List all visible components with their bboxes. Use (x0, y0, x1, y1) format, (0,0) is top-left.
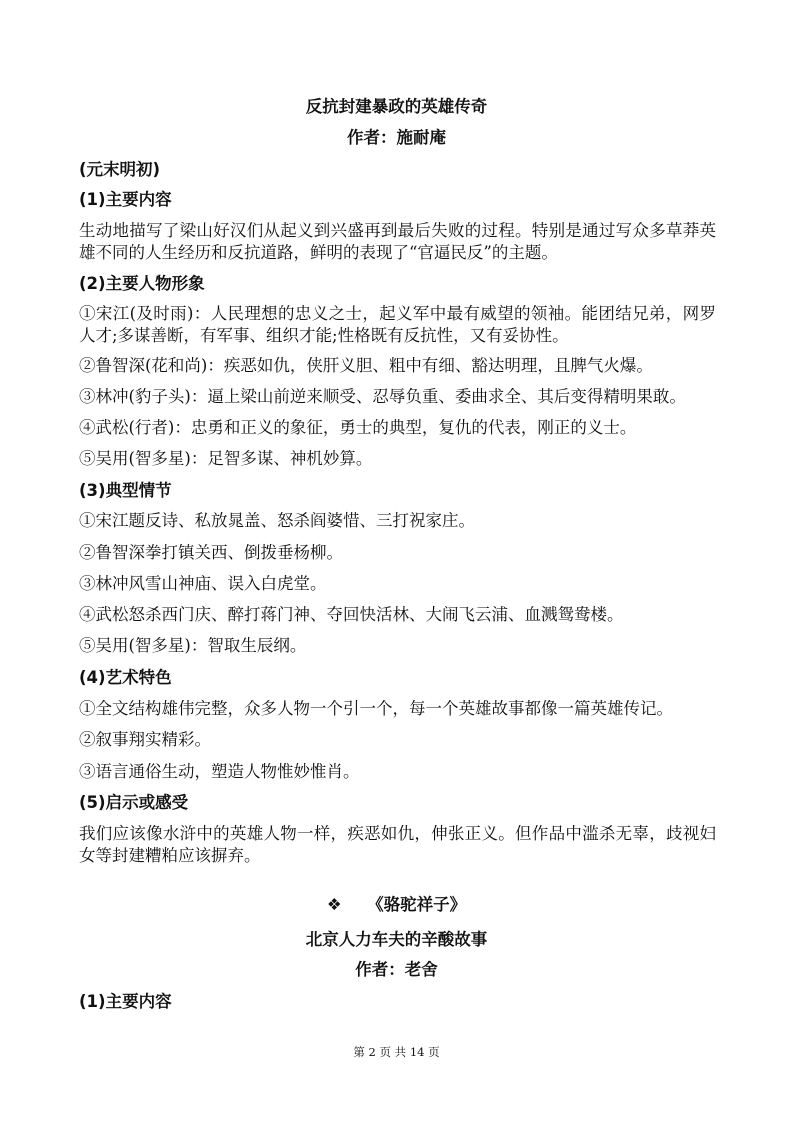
heading-insight: (5)启示或感受 (79, 793, 189, 812)
plot-item: ①宋江题反诗、私放晁盖、怒杀阎婆惜、三打祝家庄。 (79, 511, 475, 530)
feature-item: ①全文结构雄伟完整，众多人物一个引一个，每一个英雄故事都像一篇英雄传记。 (79, 699, 673, 718)
plot-item: ③林冲风雪山神庙、误入白虎堂。 (79, 574, 327, 593)
feature-item: ③语言通俗生动，塑造人物惟妙惟肖。 (79, 762, 360, 781)
plot-item: ⑤吴用(智多星)：智取生辰纲。 (79, 636, 307, 655)
heading-plots: (3)典型情节 (79, 481, 172, 500)
page-footer: 第 2 页 共 14 页 (353, 1045, 440, 1059)
book-title: 《骆驼祥子》 (367, 895, 467, 914)
feature-item: ②叙事翔实精彩。 (79, 730, 211, 749)
author: 作者：老舍 (355, 960, 438, 979)
insight-paragraph: 我们应该像水浒中的英雄人物一样，疾恶如仇，伸张正义。但作品中滥杀无辜，歧视妇女等封建糟粕应该摒弃。 (79, 824, 716, 865)
plot-item: ④武松怒杀西门庆、醉打蒋门神、夺回快活林、大闹飞云浦、血溅鸳鸯楼。 (79, 605, 624, 624)
character-item: ②鲁智深(花和尚)：疾恶如仇，侠肝义胆、粗中有细、豁达明理，且脾气火爆。 (79, 356, 653, 375)
era: (元末明初) (79, 160, 161, 179)
heading-features: (4)艺术特色 (79, 668, 172, 687)
section-title: 反抗封建暴政的英雄传奇 (305, 97, 488, 116)
heading-characters: (2)主要人物形象 (79, 274, 205, 293)
diamond-bullet-icon: ❖ (326, 895, 342, 914)
content-paragraph: 生动地描写了梁山好汉们从起义到兴盛再到最后失败的过程。特别是通过写众多草莽英雄不同的人生经历和反抗道路，鲜明的表现了“官逼民反”的主题。 (79, 221, 716, 262)
character-item: ⑤吴用(智多星)：足智多谋、神机妙算。 (79, 449, 373, 468)
character-item: ④武松(行者)：忠勇和正义的象征，勇士的典型，复仇的代表，刚正的义士。 (79, 418, 637, 437)
section-title: 北京人力车夫的辛酸故事 (305, 930, 488, 949)
character-item: ①宋江(及时雨)：人民理想的忠义之士，起义军中最有威望的领袖。能团结兄弟，网罗人才;多谋善断，有军事、组织才能;性格既有反抗性，又有妥协性。 (79, 304, 716, 345)
heading-content: (1)主要内容 (79, 992, 172, 1011)
heading-content: (1)主要内容 (79, 190, 172, 209)
author: 作者：施耐庵 (347, 128, 446, 147)
book-heading (0, 894, 793, 916)
character-item: ③林冲(豹子头)：逼上梁山前逆来顺受、忍辱负重、委曲求全、其后变得精明果敢。 (79, 387, 686, 406)
plot-item: ②鲁智深拳打镇关西、倒拨垂杨柳。 (79, 543, 343, 562)
